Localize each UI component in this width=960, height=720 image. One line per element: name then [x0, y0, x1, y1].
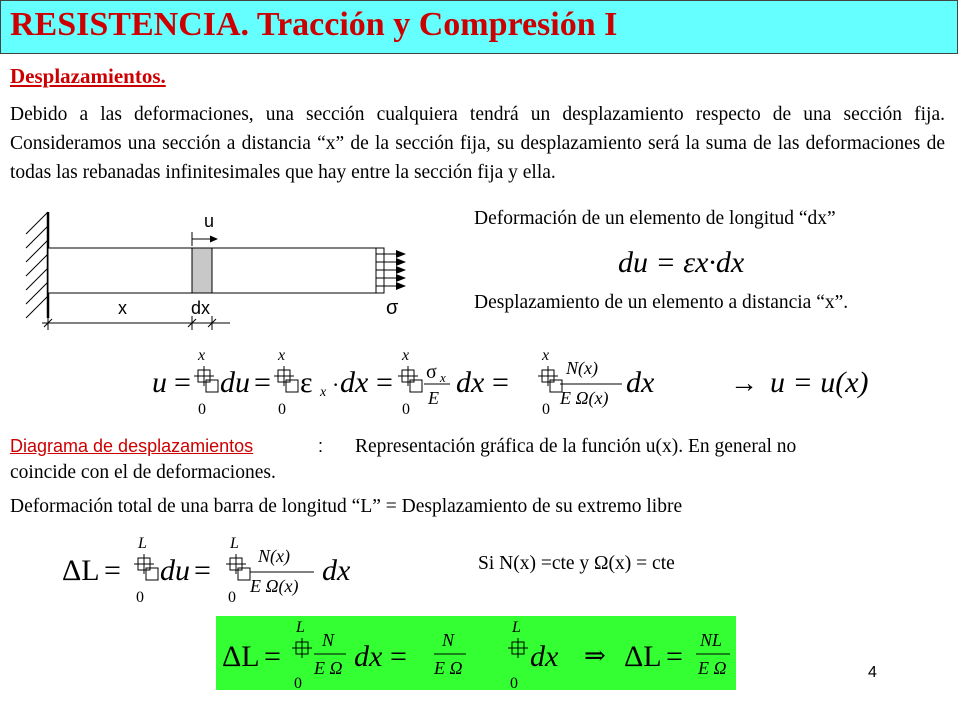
dx-slice — [192, 248, 212, 293]
svg-text:x: x — [440, 370, 446, 385]
fixed-wall — [26, 212, 48, 318]
svg-text:N(x): N(x) — [258, 546, 290, 566]
svg-text:·: · — [332, 372, 340, 397]
svg-text:0: 0 — [228, 589, 236, 606]
svg-text:σ: σ — [426, 361, 437, 383]
label-x: x — [118, 298, 127, 318]
label-u: u — [204, 211, 215, 231]
dimension-line — [42, 316, 230, 330]
element-displacement-label: Desplazamiento de un elemento a distancia “x”. — [474, 292, 849, 313]
svg-text:L: L — [230, 535, 239, 552]
svg-text:E Ω: E Ω — [698, 658, 727, 678]
svg-text:du: du — [160, 554, 190, 587]
svg-text:E: E — [428, 388, 439, 408]
svg-text:0: 0 — [278, 401, 286, 418]
svg-text:x: x — [198, 347, 206, 364]
label-dx: dx — [191, 298, 211, 318]
diagram-text: Representación gráfica de la función u(x). En general no — [355, 436, 797, 457]
svg-text:=: = — [254, 366, 271, 399]
svg-text:x: x — [278, 347, 286, 364]
section-heading: Desplazamientos. — [10, 64, 166, 88]
svg-text:dx: dx — [626, 366, 655, 399]
svg-text:dx: dx — [322, 554, 351, 587]
svg-text:0: 0 — [136, 589, 144, 606]
svg-text:N: N — [442, 630, 455, 650]
diagram-colon: : — [318, 436, 324, 456]
svg-text:0: 0 — [198, 401, 206, 418]
label-sigma: σ — [386, 297, 399, 319]
svg-text:L: L — [138, 535, 147, 552]
svg-text:⇒: ⇒ — [584, 641, 606, 670]
svg-text:ε: ε — [300, 366, 313, 399]
diagram-text-line2: coincide con el de deformaciones. — [10, 462, 276, 483]
intro-paragraph: Debido a las deformaciones, una sección cualquiera tendrá un desplazamiento respecto de una sección fija. Consideramos una sección a distancia “x” de la sección fija, su desplazamiento será la suma de las deformaciones de todas las rebanadas infinitesimales que hay entre la sección fija y ella. — [10, 104, 945, 183]
svg-text:E Ω(x): E Ω(x) — [560, 388, 609, 408]
svg-text:N(x): N(x) — [566, 358, 598, 378]
u-arrow — [192, 232, 218, 246]
svg-text:=: = — [194, 554, 211, 587]
displacement-formula — [150, 342, 890, 424]
page-number: 4 — [868, 664, 877, 681]
total-deformation-formula — [60, 530, 390, 610]
svg-text:u: u — [152, 366, 167, 399]
svg-text:0: 0 — [510, 675, 518, 692]
svg-text:N: N — [322, 630, 335, 650]
bar-body — [48, 248, 384, 293]
total-deformation-text: Deformación total de una barra de longitud “L” = Desplazamiento de su extremo libre — [10, 496, 683, 517]
svg-text:→: → — [730, 368, 758, 399]
svg-text:dx: dx — [354, 640, 383, 673]
formula-du: du = εx·dx — [618, 246, 745, 279]
slide-title: RESISTENCIA. Tracción y Compresión I — [10, 6, 618, 43]
svg-text:x: x — [320, 385, 327, 400]
svg-text:0: 0 — [542, 401, 550, 418]
svg-text:=: = — [492, 366, 509, 399]
svg-text:dx: dx — [340, 366, 369, 399]
svg-text:=: = — [666, 640, 683, 673]
svg-text:NL: NL — [700, 630, 723, 650]
svg-text:ΔL: ΔL — [222, 640, 260, 673]
svg-text:=: = — [390, 640, 407, 673]
svg-text:E Ω: E Ω — [434, 658, 463, 678]
svg-text:E Ω(x): E Ω(x) — [250, 576, 299, 596]
result-formula — [216, 612, 736, 692]
svg-text:=: = — [174, 366, 191, 399]
svg-text:x: x — [542, 347, 550, 364]
diagram-heading: Diagrama de desplazamientos — [10, 436, 254, 456]
svg-text:0: 0 — [402, 401, 410, 418]
svg-text:u = u(x): u = u(x) — [770, 366, 869, 399]
svg-text:0: 0 — [294, 675, 302, 692]
svg-text:=: = — [104, 554, 121, 587]
svg-text:x: x — [402, 347, 410, 364]
svg-text:ΔL: ΔL — [62, 554, 100, 587]
svg-text:dx: dx — [530, 640, 559, 673]
svg-text:=: = — [264, 640, 281, 673]
svg-text:du: du — [220, 366, 250, 399]
svg-text:dx: dx — [456, 366, 485, 399]
svg-text:E Ω: E Ω — [314, 658, 343, 678]
svg-text:ΔL: ΔL — [624, 640, 662, 673]
svg-text:L: L — [512, 619, 521, 636]
element-deformation-label: Deformación de un elemento de longitud “dx” — [474, 208, 836, 229]
svg-text:L: L — [296, 619, 305, 636]
svg-text:=: = — [376, 366, 393, 399]
condition-text: Si N(x) =cte y Ω(x) = cte — [478, 553, 675, 574]
bar-figure — [20, 210, 420, 335]
